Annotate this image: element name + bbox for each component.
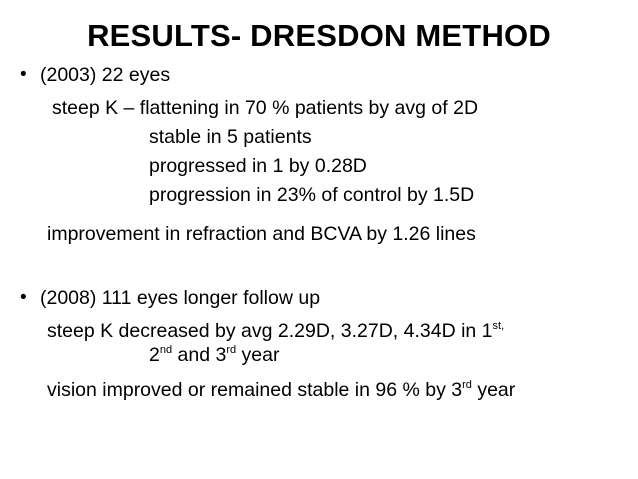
study2-line2-a: 2 — [149, 344, 160, 366]
study1-line5: improvement in refraction and BCVA by 1.26 lines — [47, 223, 476, 245]
study2-line1-text: steep K decreased by avg 2.29D, 3.27D, 4.34D in 1 — [47, 320, 493, 342]
study2-line2-b: and 3 — [172, 344, 227, 366]
study2-line2-c: year — [236, 344, 280, 366]
study2-line2 — [149, 343, 279, 370]
study1-line2: stable in 5 patients — [149, 126, 312, 148]
study2-line3-tail: year — [471, 379, 516, 401]
slide-title: RESULTS- DRESDON METHOD — [87, 18, 551, 53]
study2-line1-sup: st, — [492, 320, 505, 332]
study2-line3-text: vision improved or remained stable in 96 % by 3 — [47, 379, 463, 401]
study2-header: (2008) 111 eyes longer follow up — [40, 287, 321, 309]
study2-line2-sup2: rd — [226, 344, 237, 356]
study2-line1 — [47, 319, 504, 346]
study2-line3-sup: rd — [462, 379, 472, 391]
study1-header: (2003) 22 eyes — [40, 64, 171, 86]
bullet-2: • — [20, 287, 27, 308]
study1-line1: steep K – flattening in 70 % patients by avg of 2D — [52, 97, 479, 119]
study1-line3: progressed in 1 by 0.28D — [149, 155, 367, 177]
study2-line2-sup1: nd — [159, 344, 173, 356]
bullet-1: • — [20, 64, 27, 85]
study1-line4: progression in 23% of control by 1.5D — [149, 184, 475, 206]
study2-line3 — [47, 378, 515, 405]
